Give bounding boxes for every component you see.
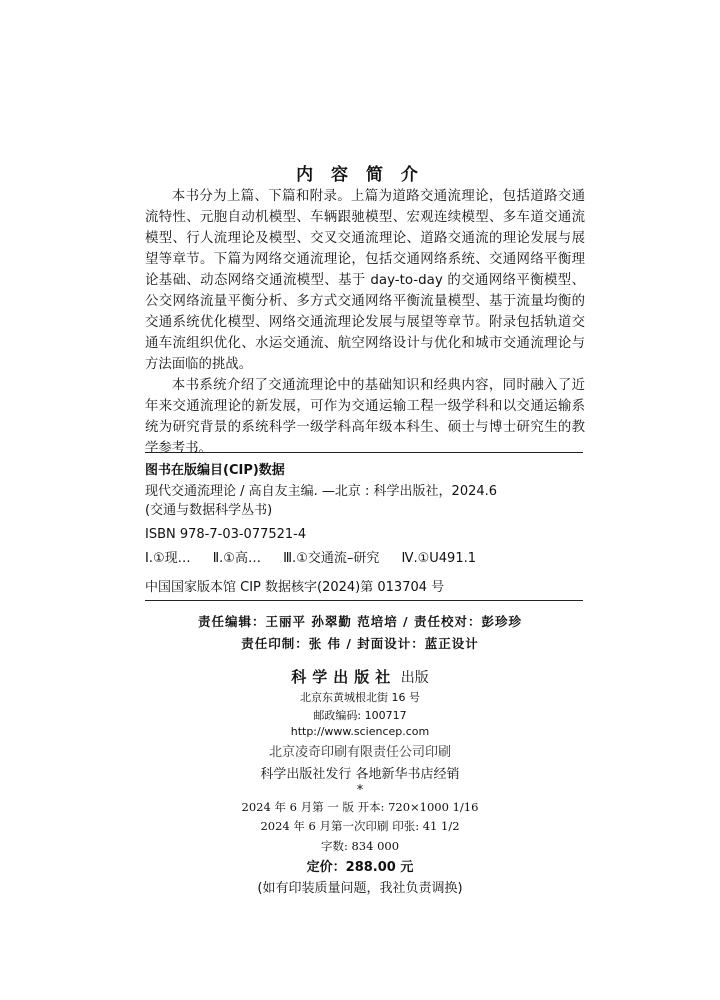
publisher-suffix: 出版 — [400, 670, 429, 686]
cip-classification — [145, 549, 583, 568]
price-value: 288.00 元 — [345, 860, 414, 875]
printing-line: 2024 年 6 月第一次印刷 印张: 41 1/2 — [260, 819, 460, 833]
cip-index-item: Ⅰ.①现… — [145, 551, 191, 566]
cip-title-line: 现代交通流理论 / 高自友主编. —北京 : 科学出版社，2024.6 — [145, 484, 498, 499]
summary-paragraph: 本书系统介绍了交通流理论中的基础知识和经典内容，同时融入了近年来交通流理论的新发展，可作为交通运输工程一级学科和以交通运输系统为研究背景的系统科学一级学科高年级本科生、硕士与博士研究生的教学参考书。 — [145, 378, 585, 456]
publisher-zip: 邮政编码: 100717 — [313, 709, 407, 722]
separator-star: * — [356, 783, 364, 798]
cip-heading: 图书在版编目(CIP)数据 — [145, 463, 285, 478]
price-label: 定价： — [306, 860, 346, 875]
production-credits: 责任印制：张 伟 / 封面设计：蓝正设计 — [241, 636, 479, 651]
publisher-url: http://www.sciencep.com — [290, 725, 430, 738]
cip-series-line: (交通与数据科学丛书) — [145, 503, 273, 518]
quality-notice: (如有印装质量问题，我社负责调换) — [257, 881, 463, 896]
distribution-line: 科学出版社发行 各地新华书店经销 — [260, 767, 460, 782]
editor-credits: 责任编辑：王丽平 孙翠勤 范培培 / 责任校对：彭珍珍 — [198, 614, 522, 629]
cip-index-item: Ⅲ.①交通流–研究 — [283, 551, 380, 566]
summary-paragraph: 本书分为上篇、下篇和附录。上篇为道路交通流理论，包括道路交通流特性、元胞自动机模型、车辆跟驰模型、宏观连续模型、多车道交通流模型、行人流理论及模型、交叉交通流理论、道路交通流的理论发展与展望等章节。下篇为网络交通流理论，包括交通网络系统、交通网络平衡理论基础、动态网络交通流模型、基于 day-to-day 的交通网络平衡模型、公交网络流量平衡分析、多方式交通网络平衡流量模型、基于流量均衡的交通系统优化模型、网络交通流理论发展与展望等章节。附录包括轨道交通车流组织优化、水运交通流、航空网络设计与优化和城市交通流理论与方法面临的挑战。 — [145, 189, 585, 372]
cip-bottom-rule — [145, 600, 583, 601]
edition-line: 2024 年 6 月第 一 版 开本: 720×1000 1/16 — [241, 800, 479, 814]
price-line — [0, 856, 720, 875]
printer-line: 北京凌奇印刷有限责任公司印刷 — [268, 745, 451, 760]
publisher-address: 北京东黄城根北街 16 号 — [300, 691, 420, 704]
cip-isbn: ISBN 978-7-03-077521-4 — [145, 527, 307, 542]
cip-top-rule — [145, 452, 583, 453]
cip-index-item: Ⅱ.①高… — [212, 551, 261, 566]
cip-index-item: Ⅳ.①U491.1 — [401, 551, 476, 566]
summary-body — [145, 186, 585, 459]
word-count: 字数: 834 000 — [320, 839, 400, 853]
publisher-logo: 科学出版社 — [291, 668, 397, 686]
publisher-line — [0, 666, 720, 687]
summary-title: 内 容 简 介 — [296, 165, 424, 185]
cip-number: 中国国家版本馆 CIP 数据核字(2024)第 013704 号 — [145, 580, 445, 595]
